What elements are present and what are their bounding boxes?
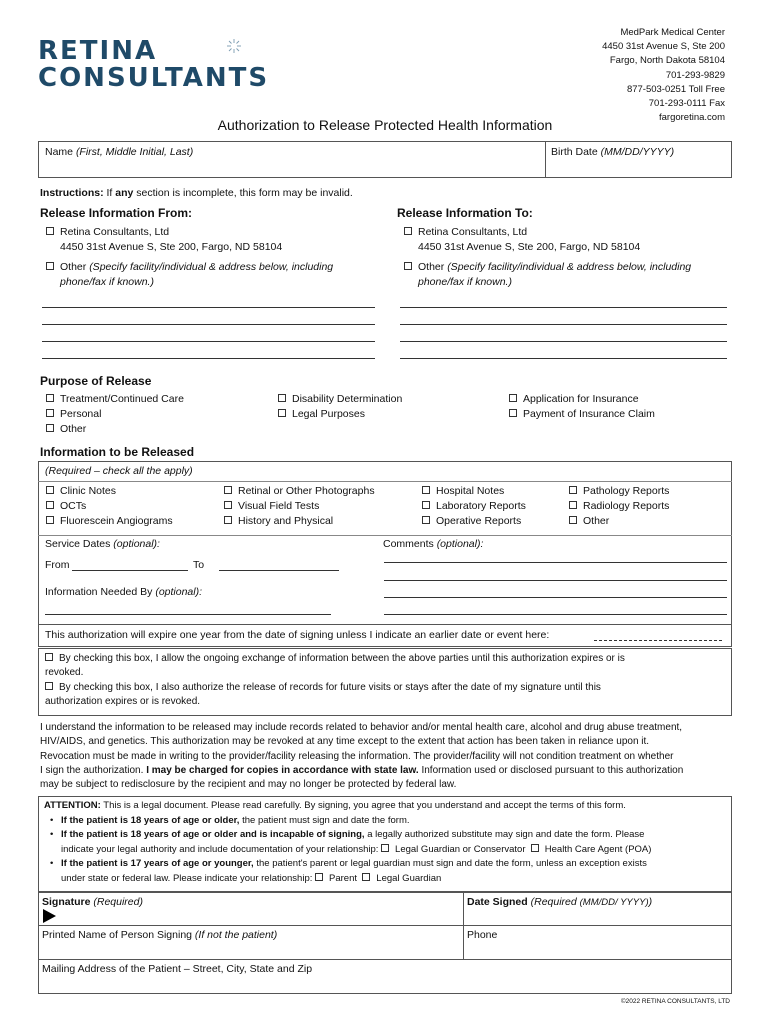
release-to-hint: phone/fax if known.) xyxy=(418,276,512,288)
purpose-option[interactable]: Personal xyxy=(46,407,184,422)
release-to-line[interactable] xyxy=(400,358,727,359)
checkbox[interactable] xyxy=(381,844,389,852)
comments-line[interactable] xyxy=(384,580,727,581)
purpose-option[interactable]: Disability Determination xyxy=(278,392,402,407)
purpose-option[interactable]: Application for Insurance xyxy=(509,392,655,407)
purpose-option[interactable]: Payment of Insurance Claim xyxy=(509,407,655,422)
info-option[interactable]: Clinic Notes xyxy=(46,484,173,499)
instructions: Instructions: If any section is incomplete, this form may be invalid. xyxy=(40,187,353,199)
purpose-col3 xyxy=(509,392,655,422)
release-to-line[interactable] xyxy=(400,341,727,342)
info-col2 xyxy=(224,484,375,529)
release-from-address: 4450 31st Avenue S, Ste 200, Fargo, ND 58104 xyxy=(60,241,283,253)
purpose-option[interactable]: Legal Purposes xyxy=(278,407,402,422)
checkbox[interactable] xyxy=(46,227,54,235)
purpose-col1 xyxy=(46,392,184,437)
comments-label: Comments (optional): xyxy=(383,538,484,550)
from-label: From xyxy=(45,559,70,571)
info-option[interactable]: Hospital Notes xyxy=(422,484,526,499)
mailing-address-field[interactable]: Mailing Address of the Patient – Street, City, State and Zip xyxy=(42,963,313,975)
copyright-footer: ©2022 RETINA CONSULTANTS, LTD xyxy=(620,998,730,1005)
info-col3 xyxy=(422,484,526,529)
needed-by-field[interactable] xyxy=(45,614,331,615)
release-to-line[interactable] xyxy=(400,307,727,308)
needed-by-label: Information Needed By (optional): xyxy=(45,586,203,598)
info-option[interactable]: Other xyxy=(569,514,669,529)
phone-field[interactable]: Phone xyxy=(467,929,498,941)
info-option[interactable]: Laboratory Reports xyxy=(422,499,526,514)
sunburst-icon xyxy=(226,38,242,54)
info-heading: Information to be Released xyxy=(40,445,195,459)
info-option[interactable]: Visual Field Tests xyxy=(224,499,375,514)
service-dates-label: Service Dates (optional): xyxy=(45,538,160,550)
release-to-other-option[interactable]: Other (Specify facility/individual & address below, including xyxy=(404,260,691,275)
printed-name-field[interactable]: Printed Name of Person Signing (If not the patient) xyxy=(42,929,278,941)
purpose-col2 xyxy=(278,392,402,422)
release-to-address: 4450 31st Avenue S, Ste 200, Fargo, ND 58104 xyxy=(418,241,641,253)
info-option[interactable]: History and Physical xyxy=(224,514,375,529)
purpose-option[interactable]: Other xyxy=(46,422,184,437)
from-date-field[interactable] xyxy=(72,570,188,571)
checkbox[interactable] xyxy=(404,227,412,235)
release-from-line[interactable] xyxy=(42,358,375,359)
logo-line1: RETINA xyxy=(38,36,158,66)
release-to-heading: Release Information To: xyxy=(397,206,533,220)
name-field[interactable]: Name (First, Middle Initial, Last) xyxy=(45,146,194,158)
expire-text: This authorization will expire one year from the date of signing unless I indicate an earlier date or event here: xyxy=(45,629,550,641)
clinic-address: MedPark Medical Center 4450 31st Avenue S, Ste 200 Fargo, North Dakota 58104 701-293-9829 877-503-0251 Toll Free 701-293-0111 Fax fargoretina.com xyxy=(602,27,725,124)
date-signed-field[interactable]: Date Signed (Required (MM/DD/ YYYY)) xyxy=(467,896,653,908)
purpose-heading: Purpose of Release xyxy=(40,374,152,388)
info-option[interactable]: Fluorescein Angiograms xyxy=(46,514,173,529)
signature-field[interactable]: Signature (Required) xyxy=(42,896,143,908)
info-hint: (Required – check all the apply) xyxy=(45,465,193,477)
release-from-retina-option[interactable]: Retina Consultants, Ltd xyxy=(46,225,169,240)
release-from-hint: phone/fax if known.) xyxy=(60,276,154,288)
info-option[interactable]: Pathology Reports xyxy=(569,484,669,499)
info-option[interactable]: Operative Reports xyxy=(422,514,526,529)
release-from-line[interactable] xyxy=(42,324,375,325)
release-to-line[interactable] xyxy=(400,324,727,325)
expire-date-field[interactable] xyxy=(594,640,722,641)
form-title: Authorization to Release Protected Health Information xyxy=(217,117,553,133)
understand-paragraph: I understand the information to be released may include records related to behavior and/or mental health care, alcohol and drug abuse treatment, HIV/AIDS, and genetics. This authorization may be revoked at any time except to the extent that action has been taken in reliance upon it. Revocation must be made in writing to the provider/facility releasing the information. The provider/facility will not condition treatment on whether I sign the authorization. I may be charged for copies in accordance with state law. Information used or disclosed pursuant to this authorization may be subject to redisclosure by the recipient and may no longer be protected by federal law. xyxy=(40,722,684,791)
info-option[interactable]: OCTs xyxy=(46,499,173,514)
checkbox[interactable] xyxy=(362,873,370,881)
info-col1 xyxy=(46,484,173,529)
release-from-line[interactable] xyxy=(42,307,375,308)
birth-date-field[interactable]: Birth Date (MM/DD/YYYY) xyxy=(551,146,675,158)
info-col4 xyxy=(569,484,669,529)
checkbox[interactable] xyxy=(46,262,54,270)
comments-line[interactable] xyxy=(384,614,727,615)
release-from-other-option[interactable]: Other (Specify facility/individual & address below, including xyxy=(46,260,333,275)
info-option[interactable]: Radiology Reports xyxy=(569,499,669,514)
logo-line2: CONSULTANTS xyxy=(38,63,270,93)
sign-here-arrow-icon xyxy=(43,909,56,923)
to-date-field[interactable] xyxy=(219,570,339,571)
to-label: To xyxy=(193,559,205,571)
checkbox[interactable] xyxy=(315,873,323,881)
consent-ongoing[interactable]: By checking this box, I allow the ongoing exchange of information between the above parties until this authorization expires or is revoked. By checking this box, I also authorize the release of records for future visits or stays after the date of my signature until this authorization expires or is revoked. xyxy=(45,653,625,707)
comments-line[interactable] xyxy=(384,562,727,563)
checkbox[interactable] xyxy=(531,844,539,852)
checkbox[interactable] xyxy=(404,262,412,270)
release-from-line[interactable] xyxy=(42,341,375,342)
release-to-retina-option[interactable]: Retina Consultants, Ltd xyxy=(404,225,527,240)
info-option[interactable]: Retinal or Other Photographs xyxy=(224,484,375,499)
purpose-option[interactable]: Treatment/Continued Care xyxy=(46,392,184,407)
comments-line[interactable] xyxy=(384,597,727,598)
attention-text: ATTENTION: This is a legal document. Please read carefully. By signing, you agree that you understand and accept the terms of this form. • If the patient is 18 years of age or older, the patient must sign and date the form. • If the patient is 18 years of age or older and is incapable of signing, a legally authorized substitute may sign and date the form. Please indicate your legal authority and include documentation of your relationship: Legal Guardian or Conservator Health Care Agent (POA) • If the patient is 17 years of age or younger, the patient's parent or legal guardian must sign and date the form, unless an exception exists under state or federal law. Please indicate your relationship: Parent Legal Guardian xyxy=(44,799,728,886)
release-from-heading: Release Information From: xyxy=(40,206,193,220)
